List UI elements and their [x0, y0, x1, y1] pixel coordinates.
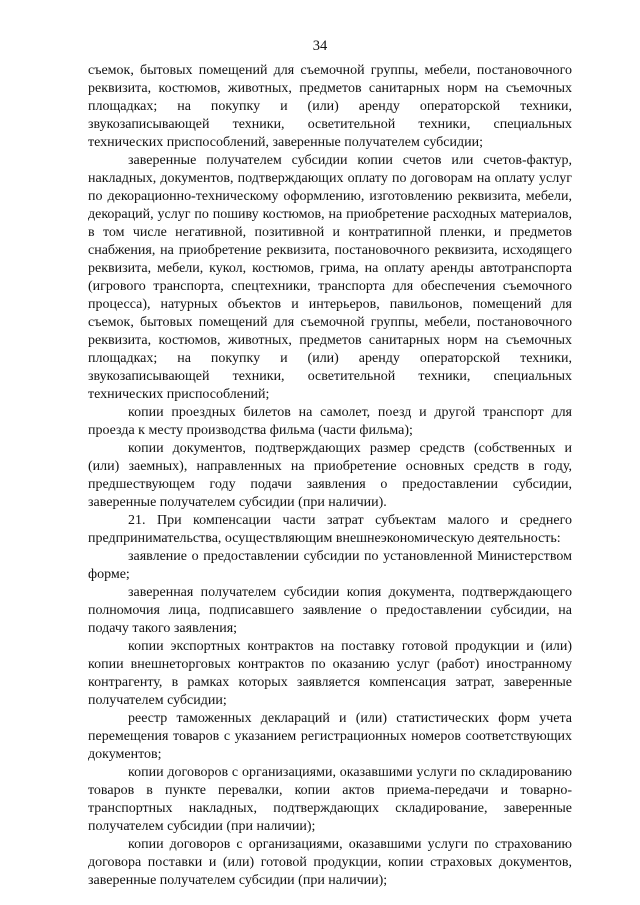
paragraph: съемок, бытовых помещений для съемочной группы, мебели, постановочного реквизита, костюмов, животных, предметов санитарных норм на съемочных площадках; на покупку и (или) аренду операторской техники, звукозаписывающей техники, осветительной техники, специальных технических приспособлений, заверенные получателем субсидии; [88, 63, 572, 150]
paragraph: копии документов, подтверждающих размер средств (собственных и (или) заемных), направленных на приобретение основных средств в году, предшествующем году подачи заявления о предоставлении субсидии, заверенные получателем субсидии (при наличии). [88, 441, 572, 510]
paragraph: заверенные получателем субсидии копии счетов или счетов-фактур, накладных, документов, подтверждающих оплату по договорам на оплату услуг по декорационно-техническому оформлению, изготовлению реквизита, мебели, декораций, услуг по пошиву костюмов, на приобретение расходных материалов, в том числе негативной, позитивной и контратипной пленки, и предметов снабжения, на приобретение реквизита, постановочного реквизита, исходящего реквизита, мебели, кукол, костюмов, грима, на оплату аренды автотранспорта (игрового транспорта, спецтехники, транспорта для обеспечения съемочного процесса), натурных объектов и интерьеров, павильонов, помещений для съемок, бытовых помещений для съемочной группы, мебели, постановочного реквизита, костюмов, животных, предметов санитарных норм на съемочных площадках; на покупку и (или) аренду операторской техники, звукозаписывающей техники, осветительной техники, специальных технических приспособлений; [88, 153, 572, 402]
paragraph: заявление о предоставлении субсидии по установленной Министерством форме; [88, 549, 572, 582]
paragraph: копии экспортных контрактов на поставку готовой продукции и (или) копии внешнеторговых контрактов по оказанию услуг (работ) иностранному контрагенту, в рамках которых заявляется компенсация затрат, заверенные получателем субсидии; [88, 639, 572, 708]
page-number: 34 [312, 38, 328, 54]
document-body [88, 62, 572, 890]
paragraph: реестр таможенных деклараций и (или) статистических форм учета перемещения товаров с указанием регистрационных номеров соответствующих документов; [88, 711, 572, 762]
paragraph: копии договоров с организациями, оказавшими услуги по складированию товаров в пункте перевалки, копии актов приема-передачи и товарно-транспортных накладных, подтверждающих складирование, заверенные получателем субсидии (при наличии); [88, 765, 572, 834]
paragraph: копии договоров с организациями, оказавшими услуги по страхованию договора поставки и (или) готовой продукции, копии страховых документов, заверенные получателем субсидии (при наличии); [88, 837, 572, 888]
paragraph: 21. При компенсации части затрат субъектам малого и среднего предпринимательства, осуществляющим внешнеэкономическую деятельность: [88, 513, 572, 546]
paragraph: копии проездных билетов на самолет, поезд и другой транспорт для проезда к месту производства фильма (части фильма); [88, 405, 572, 438]
paragraph: заверенная получателем субсидии копия документа, подтверждающего полномочия лица, подписавшего заявление о предоставлении субсидии, на подачу такого заявления; [88, 585, 572, 636]
